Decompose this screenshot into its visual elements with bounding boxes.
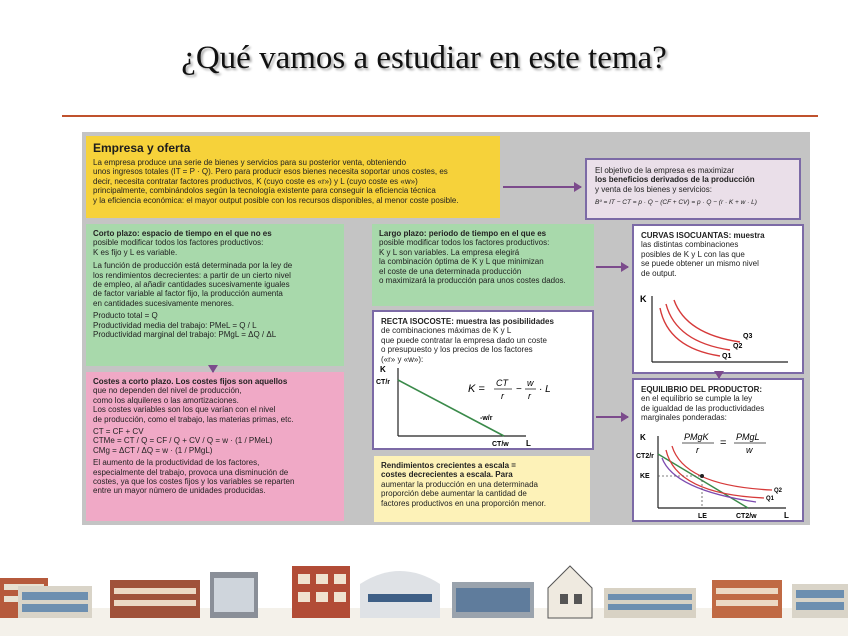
isocuanta-q2 [666, 304, 730, 350]
isocuanta-q1 [660, 308, 720, 356]
costes-line-4: Los costes variables son los que varían con el nivel [93, 405, 276, 415]
costes-line-12: entre un mayor número de unidades producidas. [93, 486, 266, 496]
largo-line-4: la combinación óptima de K y L que minimizan [379, 257, 544, 267]
largo-line-2: posible modificar todos los factores productivos: [379, 238, 550, 248]
empresa-line-3: decir, necesita contratar factores productivos, K (cuyo coste es «r») y L (cuyo coste es «w») [93, 176, 418, 186]
corto-line-5: los rendimientos decrecientes: a partir de un cierto nivel [93, 270, 291, 280]
isocoste-formula-k: K = [468, 383, 485, 395]
curvas-line-3: posibles de K y L con las que [641, 249, 745, 259]
curvas-isocuantas-box [632, 224, 804, 374]
svg-text:−: − [516, 384, 522, 395]
corto-line-10: Productividad media del trabajo: PMeL = Q / L [93, 320, 257, 330]
empresa-oferta-box [86, 136, 500, 218]
costes-line-9: El aumento de la productividad de los factores, [93, 458, 260, 468]
isocoste-line [398, 380, 504, 436]
recta-line-4: o presupuesto y los precios de los factores [381, 345, 533, 355]
largo-line-3: K y L son variables. La empresa elegirá [379, 247, 520, 257]
costes-line-6: CT = CF + CV [93, 427, 144, 437]
curvas-line-2: las distintas combinaciones [641, 240, 739, 250]
equilibrio-point [700, 474, 704, 478]
costes-line-7: CTMe = CT / Q = CF / Q + CV / Q = w · (1 / PMeL) [93, 436, 273, 446]
recta-line-1: RECTA ISOCOSTE: muestra las posibilidades [381, 317, 554, 326]
isocuantas-chart [638, 290, 798, 368]
corto-line-8: en cantidades sucesivamente menores. [93, 298, 234, 308]
costes-corto-plazo-box [86, 372, 344, 521]
equilibrio-isocoste-line [658, 454, 748, 508]
isocoste-l-label: L [526, 439, 531, 448]
isocoste-formula-r1: r [501, 391, 504, 401]
costes-line-8: CMg = ΔCT / ΔQ = w · (1 / PMgL) [93, 445, 213, 455]
equilibrio-ke-label: KE [640, 473, 650, 480]
isocoste-chart [376, 362, 588, 448]
largo-line-5: el coste de una determinada producción [379, 266, 522, 276]
building-2 [18, 586, 92, 618]
curvas-line-4: se puede obtener un mismo nivel [641, 259, 759, 269]
equilibrio-line-2: en el equilibrio se cumple la ley [641, 394, 753, 404]
isocoste-k-label: K [380, 365, 386, 374]
equilibrio-line-1: EQUILIBRIO DEL PRODUCTOR: [641, 385, 763, 394]
largo-plazo-box [372, 224, 594, 306]
objetivo-box [585, 158, 801, 220]
building-11 [792, 584, 848, 618]
corto-plazo-box [86, 224, 344, 366]
empresa-line-2: unos ingresos totales (IT = P · Q). Pero para producir esos bienes necesita soportar unos costes, es [93, 167, 448, 177]
equilibrio-f1-num: PMgK [684, 432, 709, 442]
equilibrio-f2-den: w [746, 445, 753, 455]
building-10 [712, 580, 782, 618]
equilibrio-line-4: marginales ponderadas: [641, 413, 727, 423]
equilibrio-l-label: L [784, 511, 789, 520]
corto-line-9: Producto total = Q [93, 311, 158, 321]
recta-line-2: de combinaciones máximas de K y L [381, 326, 512, 336]
isocuanta-q2-label: Q2 [733, 343, 743, 350]
corto-line-1: Corto plazo: espacio de tiempo en el que no es [93, 229, 272, 238]
equilibrio-chart [636, 428, 802, 520]
corto-line-4: La función de producción está determinada por la ley de [93, 261, 293, 271]
equilibrio-line-3: de igualdad de las productividades [641, 403, 765, 413]
building-9 [604, 588, 696, 618]
equilibrio-f2-num: PMgL [736, 432, 760, 442]
largo-line-6: o maximizará la producción para unos costes dados. [379, 276, 566, 286]
equilibrio-k-label: K [640, 433, 646, 442]
equilibrio-f1-den: r [696, 445, 699, 455]
equilibrio-equals: = [720, 437, 727, 449]
title-divider [62, 115, 818, 117]
equilibrio-ct2r-label: CT2/r [636, 453, 654, 460]
empresa-line-1: La empresa produce una serie de bienes y servicios para su posterior venta, obteniendo [93, 158, 407, 167]
corto-line-11: Productividad marginal del trabajo: PMgL = ΔQ / ΔL [93, 330, 277, 340]
isocoste-formula-r2: r [528, 391, 531, 401]
largo-line-1: Largo plazo: periodo de tiempo en el que es [379, 229, 547, 238]
recta-isocoste-box [372, 310, 594, 450]
isocoste-formula-w: w [527, 378, 534, 388]
rendimientos-box [374, 456, 590, 522]
arrow-recta-to-equilibrio [596, 416, 628, 418]
rendimientos-line-1: Rendimientos crecientes a escala = [381, 461, 516, 470]
arrow-largo-to-curvas [596, 266, 628, 268]
arrow-curvas-to-equilibrio [718, 374, 720, 378]
equilibrio-q2-label: Q2 [774, 488, 783, 494]
objetivo-line-1: El objetivo de la empresa es maximizar [595, 166, 735, 175]
equilibrio-productor-box [632, 378, 804, 522]
building-5 [292, 566, 350, 618]
equilibrio-le-label: LE [698, 513, 707, 520]
costes-line-11: costes, ya que los costes fijos y los variables se reparten [93, 477, 295, 487]
beneficio-formula: Bº = IT − CT = p · Q − (CF + CV) = p · Q − (r · K + w · L) [595, 199, 757, 207]
arrow-corto-to-costes [212, 366, 214, 372]
corto-line-7: de factor variable al factor fijo, la producción aumenta [93, 289, 283, 299]
empresa-line-4: principalmente, combinándolos según la tecnología existente para conseguir la eficiencia técnica [93, 186, 436, 196]
curvas-line-5: de output. [641, 268, 677, 278]
isocuantas-k-label: K [640, 294, 647, 304]
empresa-line-5: y la eficiencia económica: el mayor output posible con los recursos disponibles, al menor coste posible. [93, 195, 459, 205]
isocoste-slope-label: -w/r [480, 415, 493, 422]
costes-line-3: como los alquileres o las amortizaciones. [93, 395, 239, 405]
isocoste-ctw-label: CT/w [492, 441, 509, 448]
isocuanta-q3 [674, 300, 740, 342]
building-8 [548, 566, 592, 618]
buildings-banner [0, 548, 848, 636]
arrow-to-objetivo [503, 186, 581, 188]
building-6 [360, 571, 440, 618]
curvas-line-1: CURVAS ISOCUANTAS: muestra [641, 231, 765, 240]
rendimientos-line-2: costes decrecientes a escala. Para [381, 470, 513, 480]
equilibrio-isocuanta-q1 [666, 450, 764, 498]
rendimientos-line-5: factores productivos en una proporción menor. [381, 498, 546, 508]
building-7 [452, 582, 534, 618]
costes-line-1: Costes a corto plazo. Los costes fijos son aquellos [93, 377, 288, 386]
objetivo-line-2: los beneficios derivados de la producción [595, 175, 755, 185]
isocoste-formula-ct: CT [496, 378, 508, 388]
rendimientos-line-3: aumentar la producción en una determinada [381, 479, 538, 489]
recta-line-3: que puede contratar la empresa dado un coste [381, 335, 547, 345]
costes-line-5: de producción, como el trabajo, las materias primas, etc. [93, 414, 294, 424]
concept-map [82, 132, 810, 525]
objetivo-line-3: y venta de los bienes y servicios: [595, 184, 712, 194]
isocuanta-q1-label: Q1 [722, 353, 732, 360]
isocuanta-q3-label: Q3 [743, 333, 753, 340]
costes-line-10: especialmente del trabajo, provoca una disminución de [93, 467, 289, 477]
corto-line-3: K es fijo y L es variable. [93, 247, 178, 257]
equilibrio-q1-label: Q1 [766, 496, 775, 502]
rendimientos-line-4: proporción debe aumentar la cantidad de [381, 489, 527, 499]
slide-title: ¿Qué vamos a estudiar en este tema? [181, 40, 667, 76]
building-3 [110, 580, 200, 618]
isocoste-formula-l: · L [539, 384, 551, 395]
corto-line-6: de empleo, al añadir cantidades sucesivamente iguales [93, 280, 290, 290]
isocoste-ctr-label: CT/r [376, 379, 390, 386]
recta-line-5: («r» y «w»): [381, 354, 424, 364]
corto-line-2: posible modificar todos los factores productivos: [93, 238, 264, 248]
building-4 [210, 572, 258, 618]
equilibrio-ct2w-label: CT2/w [736, 513, 757, 520]
empresa-oferta-title: Empresa y oferta [93, 141, 191, 155]
costes-line-2: que no dependen del nivel de producción, [93, 386, 242, 396]
